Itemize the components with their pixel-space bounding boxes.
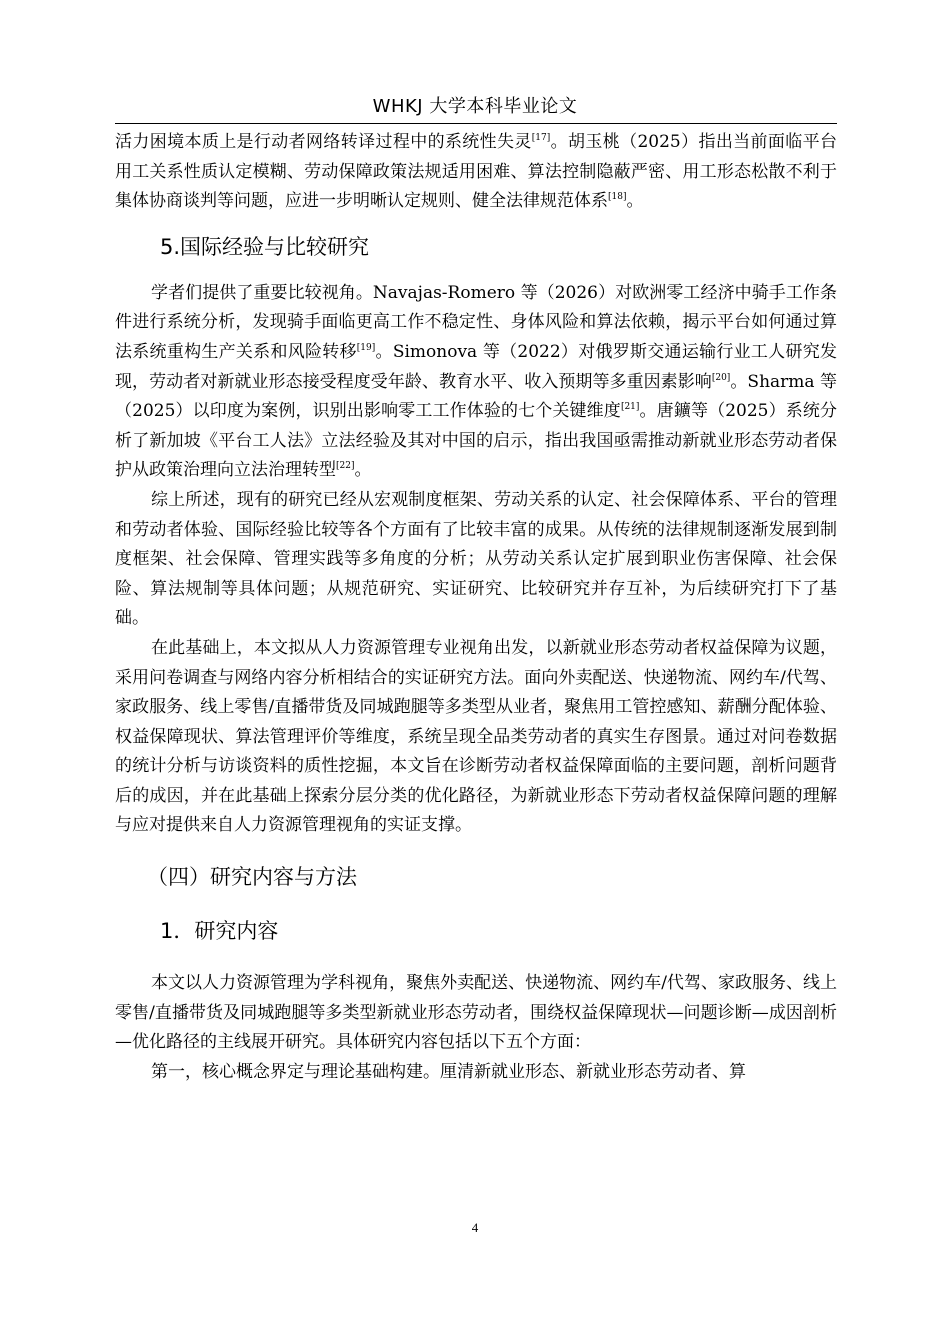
text-run: 。Sharma 等（2025）以印度为案例，识别出影响零工工作体验的七个关键维度 (115, 371, 838, 422)
section-heading-content-methods: （四）研究内容与方法 (147, 865, 357, 890)
text-run: 学者们提供了重要比较视角。Navajas-Romero 等（2026）对欧洲零工经济中骑手工作条件进行系统分析，发现骑手面临更高工作不稳定性、身体风险和算法依赖，揭示平台如何通过算法系统重构生产关系和风险转移 (115, 282, 837, 362)
text-run: 。 (354, 460, 372, 481)
subsection-heading-content: 1．研究内容 (160, 919, 279, 944)
citation-ref: [17] (531, 133, 551, 143)
paragraph-approach: 在此基础上，本文拟从人力资源管理专业视角出发，以新就业形态劳动者权益保障为议题，采用问卷调查与网络内容分析相结合的实证研究方法。面向外卖配送、快递物流、网约车/代驾、家政服务、线上零售/直播带货及同城跑腿等多类型从业者，聚焦用工管控感知、薪酬分配体验、权益保障现状、算法管理评价等维度，系统呈现全品类劳动者的真实生存图景。通过对问卷数据的统计分析与访谈资料的质性挖掘，本文旨在诊断劳动者权益保障面临的主要问题，剖析问题背后的成因，并在此基础上探索分层分类的优化路径，为新就业形态下劳动者权益保障问题的理解与应对提供来自人力资源管理视角的实证支撑。 (115, 637, 837, 836)
paragraph-comparative (115, 279, 837, 486)
section-heading-international: 5.国际经验与比较研究 (160, 234, 370, 259)
paragraph-first-item: 第一，核心概念界定与理论基础构建。厘清新就业形态、新就业形态劳动者、算 (151, 1061, 746, 1082)
citation-ref: [20] (711, 372, 731, 383)
text-run: 。胡玉桃（2025）指出当前面临平台用工关系性质认定模糊、劳动保障政策法规适用困难、算法控制隐蔽严密、用工形态松散不利于集体协商谈判等问题，应进一步明晰认定规则、健全法律规范体系 (115, 132, 838, 212)
citation-ref: [18] (608, 192, 627, 203)
citation-ref: [21] (620, 402, 640, 413)
text-run: 。唐鑛等（2025）系统分析了新加坡《平台工人法》立法经验及其对中国的启示，指出我国亟需推动新就业形态劳动者保护从政策治理向立法治理转型 (115, 401, 837, 481)
paragraph-continuation (115, 128, 837, 217)
page-number: 4 (471, 1220, 479, 1235)
text-run: 。 (626, 191, 644, 212)
text-run: 。Simonova 等（2022）对俄罗斯交通运输行业工人研究发现，劳动者对新就业形态接受程度受年龄、教育水平、收入预期等多重因素影响 (115, 341, 837, 392)
text-run: 活力困境本质上是行动者网络转译过程中的系统性失灵 (115, 132, 532, 152)
citation-ref: [22] (336, 461, 355, 472)
citation-ref: [19] (356, 342, 376, 353)
running-header: WHKJ 大学本科毕业论文 (372, 96, 578, 117)
paragraph-summary: 综上所述，现有的研究已经从宏观制度框架、劳动关系的认定、社会保障体系、平台的管理和劳动者体验、国际经验比较等各个方面有了比较丰富的成果。从传统的法律规制逐渐发展到制度框架、社会保障、管理实践等多角度的分析；从劳动关系认定扩展到职业伤害保障、社会保险、算法规制等具体问题；从规范研究、实证研究、比较研究并存互补，为后续研究打下了基础。 (115, 489, 837, 629)
body-text (115, 128, 837, 1087)
paragraph-content-intro: 本文以人力资源管理为学科视角，聚焦外卖配送、快递物流、网约车/代驾、家政服务、线上零售/直播带货及同城跑腿等多类型新就业形态劳动者，围绕权益保障现状—问题诊断—成因剖析—优化路径的主线展开研究。具体研究内容包括以下五个方面： (115, 973, 837, 1053)
header-rule (115, 123, 837, 124)
